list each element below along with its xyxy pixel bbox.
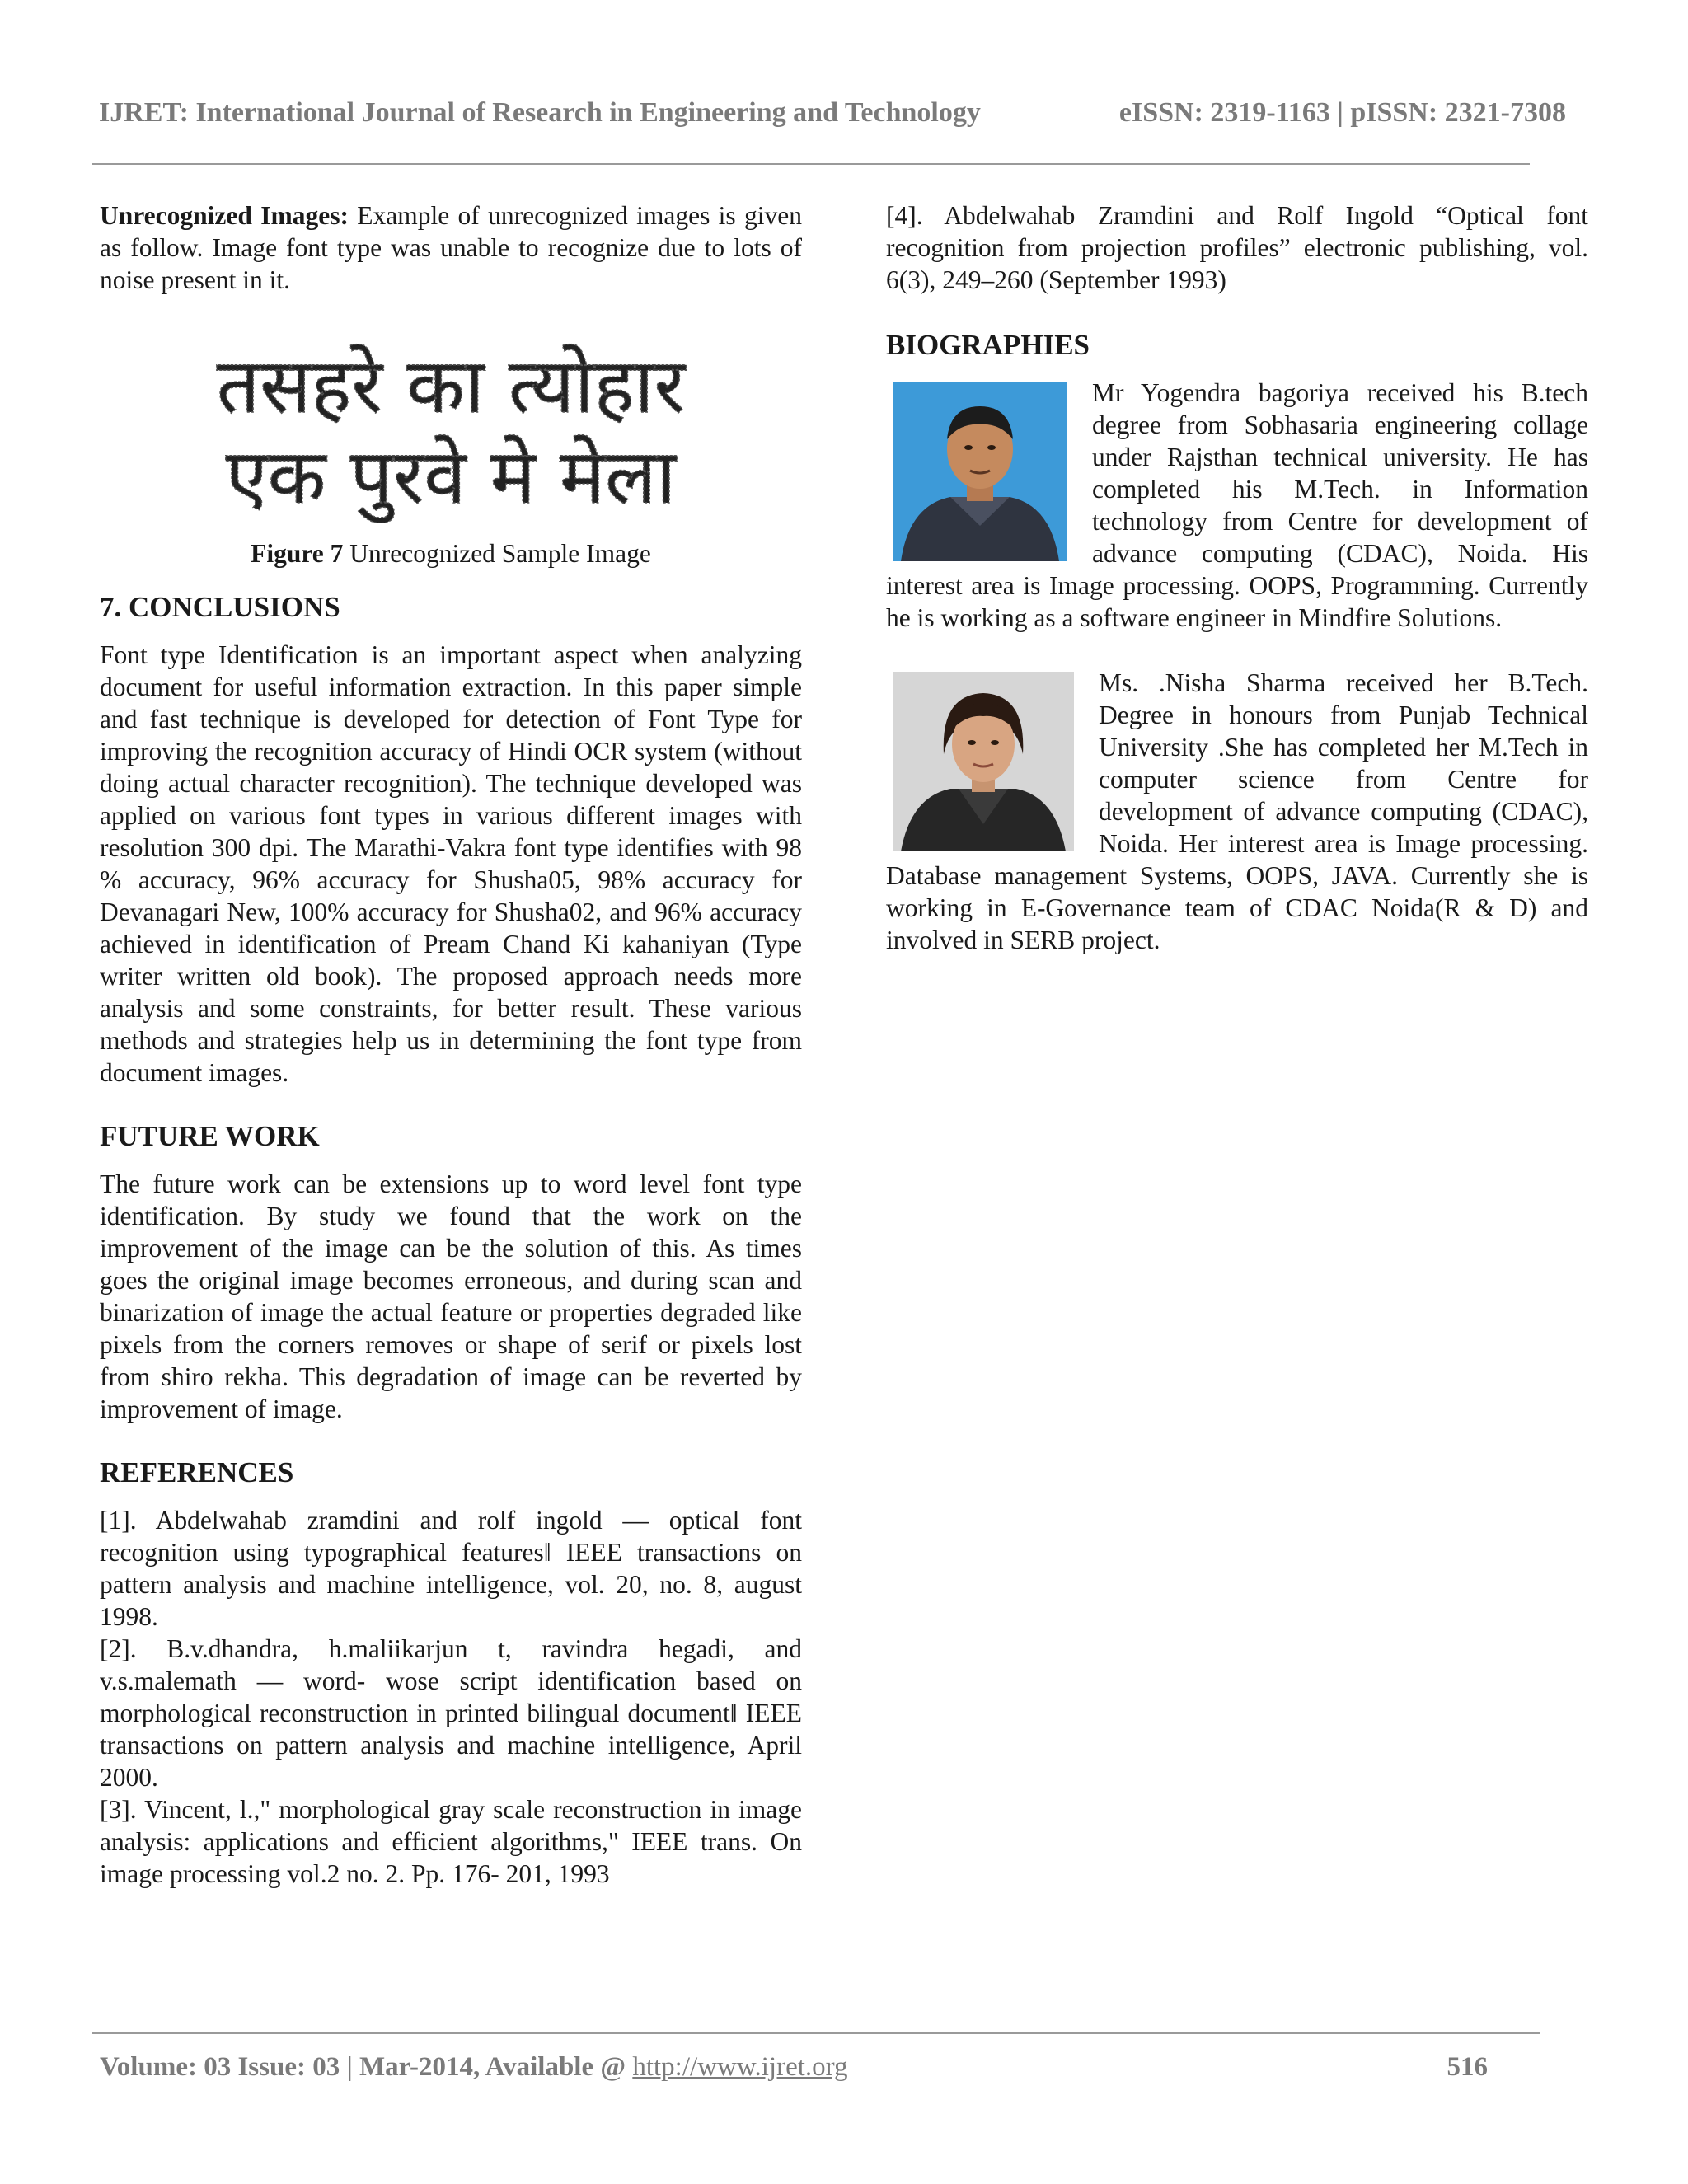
unrecognized-sample-image: [100, 334, 802, 523]
conclusions-paragraph: Font type Identification is an important aspect when analyzing document for useful information extraction. In this paper simple and fast technique is developed for detection of Font Type for improving the recognition accuracy of Hindi OCR system (without doing actual character recognition). The technique developed was applied on various font types in various different images with resolution 300 dpi. The Marathi-Vakra font type identifies with 98 % accuracy, 96% accuracy for Shusha05, 98% accuracy for Devanagari New, 100% accuracy for Shusha02, and 96% accuracy achieved in identification of Pream Chand Ki kahaniyan (Type writer written old book). The proposed approach needs more analysis and some constraints, for better result. These various methods and strategies help us in determining the font type from document images.: [100, 640, 802, 1087]
left-column: [100, 199, 802, 1890]
running-footer: [100, 2052, 1488, 2083]
reference-item: [1]. Abdelwahab zramdini and rolf ingold ― optical font recognition using typographical features‖ IEEE transactions on pattern analysis and machine intelligence, vol. 20, no. 8, august 1998.: [100, 1506, 802, 1631]
journal-title: IJRET: International Journal of Research in Engineering and Technology: [99, 97, 981, 128]
biography-text: Ms. .Nisha Sharma received her B.Tech. Degree in honours from Punjab Technical University .She has completed her M.Tech in computer science from Centre for development of advance computing (CDAC), Noida. Her interest area is Image processing. Database management Systems, OOPS, JAVA. Currently she is working in E-Governance team of CDAC Noida(R & D) and involved in SERB project.: [886, 668, 1588, 954]
hindi-line-1: तसहरे का त्योहार: [216, 342, 686, 430]
header-divider: [92, 163, 1530, 165]
author-photo-nisha: [893, 672, 1074, 851]
future-work-heading: FUTURE WORK: [100, 1120, 320, 1152]
future-work-paragraph: The future work can be extensions up to word level font type identification. By study we found that the work on the improvement of the image can be the solution of this. As times goes the original image becomes erroneous, and during scan and binarization of image the actual feature or properties degraded like pixels from the corners removes or shape of serif or pixels lost from shiro rekha. This degradation of image can be reverted by improvement of image.: [100, 1169, 802, 1423]
biography-text: Mr Yogendra bagoriya received his B.tech degree from Sobhasaria engineering collage under Rajsthan technical university. He has completed his M.Tech. in Information technology from Centre for development of advance computing (CDAC), Noida. His interest area is Image processing. OOPS, Programming. Currently he is working as a software engineer in Mindfire Solutions.: [886, 378, 1588, 632]
reference-item: [3]. Vincent, l.," morphological gray scale reconstruction in image analysis: applications and efficient algorithms," IEEE trans. On image processing vol.2 no. 2. Pp. 176- 201, 1993: [100, 1795, 802, 1888]
unrecognized-label: Unrecognized Images:: [100, 201, 349, 230]
reference-item: [4]. Abdelwahab Zramdini and Rolf Ingold “Optical font recognition from projection profiles” electronic publishing, vol. 6(3), 249–260 (September 1993): [886, 201, 1588, 294]
issn: eISSN: 2319-1163 | pISSN: 2321-7308: [1118, 97, 1566, 128]
author-photo-yogendra: [893, 382, 1067, 561]
footer-divider: [92, 2032, 1540, 2034]
unrecognized-paragraph: [100, 199, 802, 296]
reference-item: [2]. B.v.dhandra, h.maliikarjun t, ravindra hegadi, and v.s.malemath ― word- wose script identification based on morphological reconstruction in printed bilingual document‖ IEEE transactions on pattern analysis and machine intelligence, April 2000.: [100, 1634, 802, 1792]
right-column: [886, 199, 1588, 956]
biography-yogendra: [886, 377, 1588, 634]
references-heading: REFERENCES: [100, 1456, 294, 1488]
unrecognized-text: Example of unrecognized images is given as follow. Image font type was unable to recognize due to lots of noise present in it.: [100, 201, 802, 294]
page-number: 516: [1447, 2052, 1488, 2082]
volume-info: [100, 2052, 848, 2083]
hindi-line-2: एक पुरवे मे मेला: [225, 433, 677, 521]
conclusions-heading: 7. CONCLUSIONS: [100, 591, 340, 623]
references-list: [100, 1504, 802, 1890]
biographies-heading: BIOGRAPHIES: [886, 329, 1090, 361]
figure-label: Figure 7: [251, 539, 344, 568]
volume-text: Volume: 03 Issue: 03 | Mar-2014, Available @: [100, 2052, 633, 2082]
biography-nisha: [886, 667, 1588, 956]
running-header: [99, 97, 1566, 129]
figure-caption-text: Unrecognized Sample Image: [343, 539, 651, 568]
figure-caption: [100, 537, 802, 569]
journal-link[interactable]: http://www.ijret.org: [632, 2052, 848, 2082]
